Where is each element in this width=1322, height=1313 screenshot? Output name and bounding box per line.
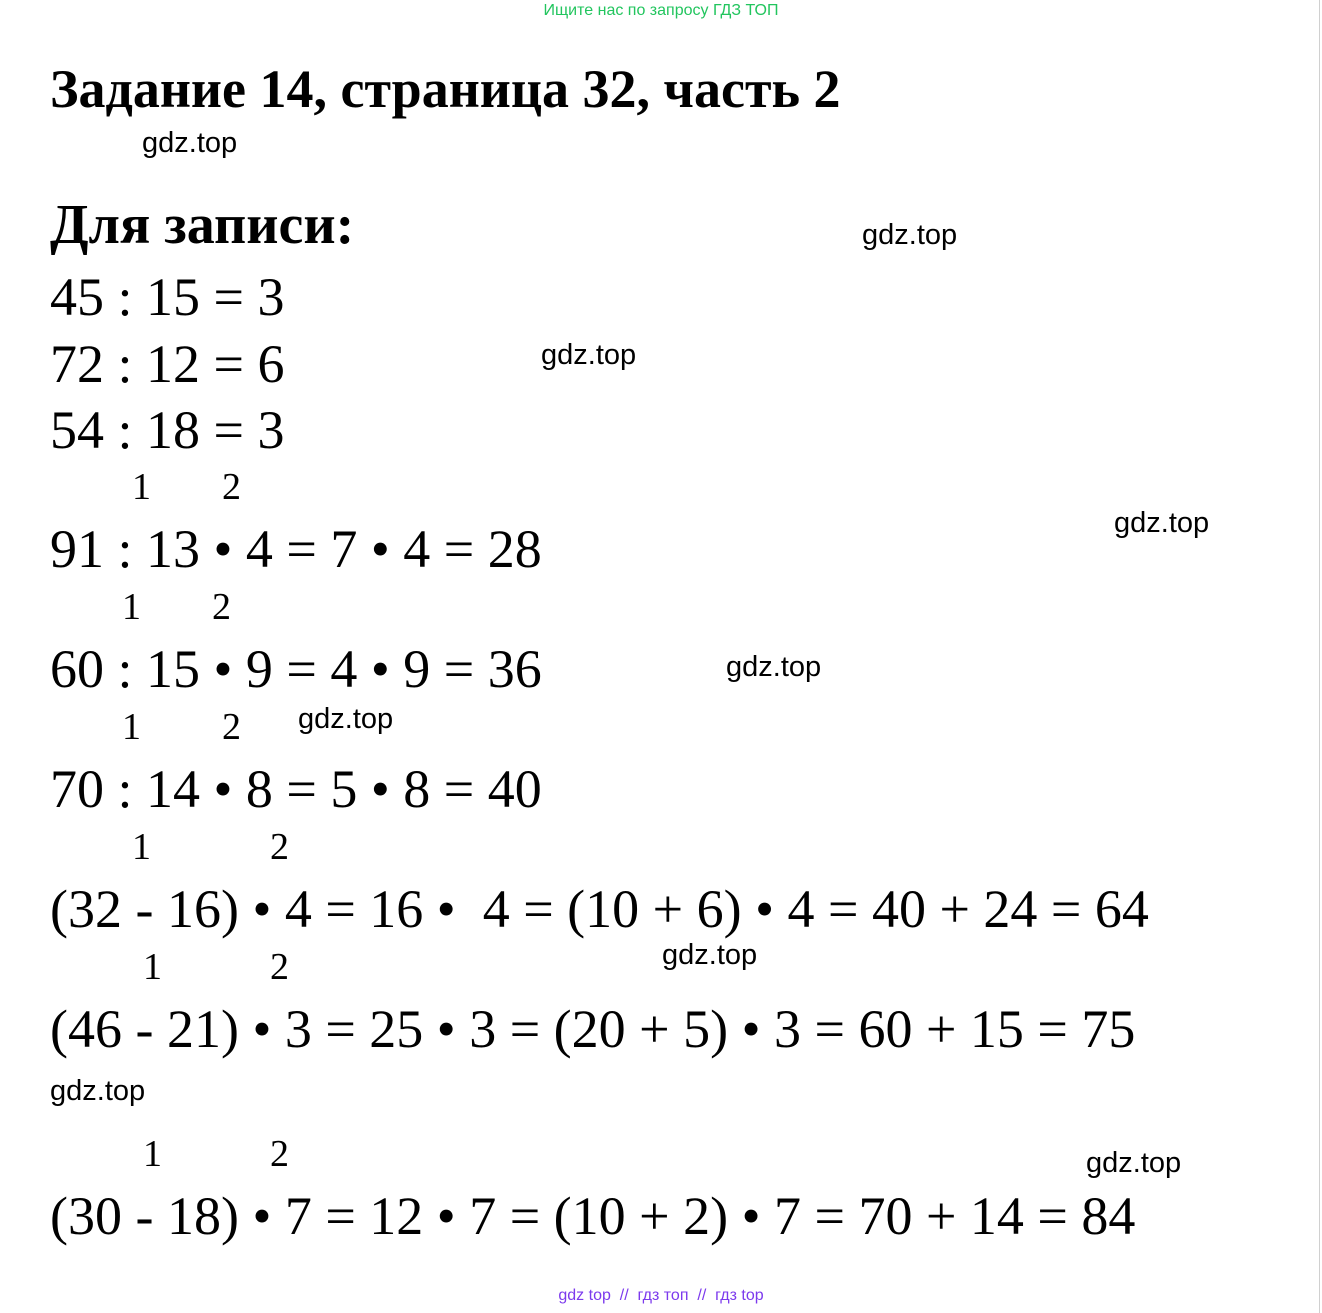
page-edge-divider xyxy=(1319,0,1320,1313)
watermark: gdz.top xyxy=(1086,1147,1182,1179)
page-title: Задание 14, страница 32, часть 2 xyxy=(50,59,841,119)
order-mark-1: 1 xyxy=(143,1133,162,1175)
order-mark-1: 1 xyxy=(132,826,151,868)
equation-1: 45 : 15 = 3 xyxy=(50,267,285,327)
watermark: gdz.top xyxy=(541,339,637,371)
equation-7: (32 - 16) • 4 = 16 • 4 = (10 + 6) • 4 = 40 + 24 = 64 xyxy=(50,879,1149,939)
order-mark-2: 2 xyxy=(222,466,241,508)
order-mark-2: 2 xyxy=(212,586,231,628)
top-search-note: Ищите нас по запросу ГДЗ ТОП xyxy=(543,2,779,19)
watermark: gdz.top xyxy=(142,127,238,159)
equation-2: 72 : 12 = 6 xyxy=(50,334,285,394)
watermark: gdz.top xyxy=(662,939,758,971)
section-heading: Для записи: xyxy=(50,194,355,256)
equation-3: 54 : 18 = 3 xyxy=(50,400,285,460)
watermark: gdz.top xyxy=(862,219,958,251)
equation-5: 60 : 15 • 9 = 4 • 9 = 36 xyxy=(50,639,542,699)
order-mark-2: 2 xyxy=(270,1133,289,1175)
order-mark-1: 1 xyxy=(122,706,141,748)
equation-8: (46 - 21) • 3 = 25 • 3 = (20 + 5) • 3 = 60 + 15 = 75 xyxy=(50,999,1136,1059)
footer-links: gdz top // гдз топ // гдз top xyxy=(558,1287,764,1304)
order-mark-2: 2 xyxy=(270,826,289,868)
order-mark-1: 1 xyxy=(132,466,151,508)
watermark: gdz.top xyxy=(1114,507,1210,539)
equation-9: (30 - 18) • 7 = 12 • 7 = (10 + 2) • 7 = 70 + 14 = 84 xyxy=(50,1186,1136,1246)
equation-6: 70 : 14 • 8 = 5 • 8 = 40 xyxy=(50,759,542,819)
order-mark-2: 2 xyxy=(222,706,241,748)
watermark: gdz.top xyxy=(726,651,822,683)
order-mark-1: 1 xyxy=(143,946,162,988)
order-mark-2: 2 xyxy=(270,946,289,988)
order-mark-1: 1 xyxy=(122,586,141,628)
watermark: gdz.top xyxy=(298,703,394,735)
watermark: gdz.top xyxy=(50,1075,146,1107)
equation-4: 91 : 13 • 4 = 7 • 4 = 28 xyxy=(50,519,542,579)
